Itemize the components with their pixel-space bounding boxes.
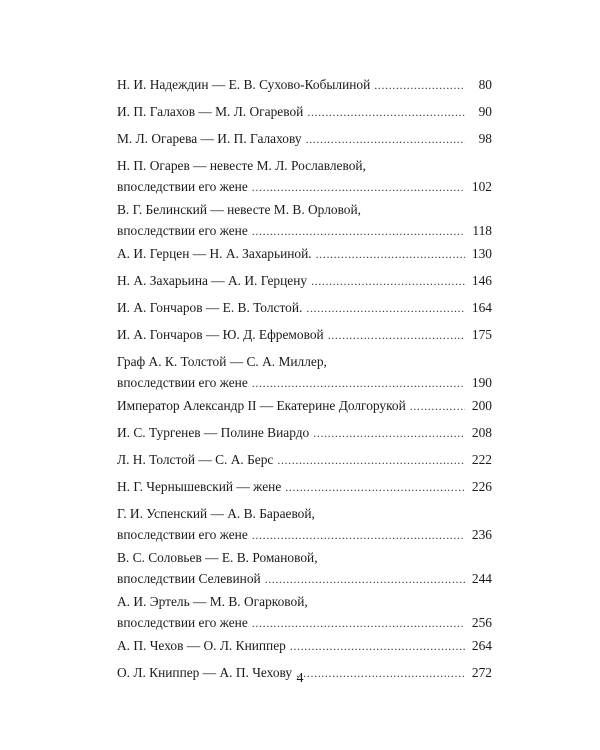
dot-leader	[285, 479, 465, 496]
toc-entry-page: 130	[471, 246, 492, 261]
dot-leader	[252, 375, 465, 392]
toc-entry[interactable]	[117, 424, 492, 446]
toc-entry-continuation: впоследствии его жене	[117, 179, 248, 194]
dot-leader	[328, 327, 465, 344]
toc-entry-page: 175	[471, 327, 492, 342]
toc-entry-title: И. С. Тургенев — Полине Виардо	[117, 425, 310, 440]
toc-entry-page: 146	[471, 273, 492, 288]
toc-entry-title: Н. П. Огарев — невесте М. Л. Рославлевой,	[117, 158, 366, 173]
toc-entry-title: И. А. Гончаров — Ю. Д. Ефремовой	[117, 327, 324, 342]
toc-entry[interactable]	[117, 76, 492, 98]
toc-entry[interactable]	[117, 299, 492, 321]
dot-leader	[374, 77, 465, 94]
dot-leader	[306, 131, 465, 148]
toc-entry[interactable]	[117, 549, 492, 588]
dot-leader	[307, 104, 465, 121]
toc-entry-page: 80	[478, 77, 492, 92]
toc-entry-title: Н. А. Захарьина — А. И. Герцену	[117, 273, 308, 288]
toc-entry-page: 256	[471, 615, 492, 630]
toc-entry-page: 102	[471, 179, 492, 194]
toc-entry-continuation: впоследствии его жене	[117, 375, 248, 390]
toc-entry[interactable]	[117, 201, 492, 240]
toc-entry-continuation: впоследствии его жене	[117, 527, 248, 542]
toc-entry[interactable]	[117, 397, 492, 419]
toc-entry-page: 208	[471, 425, 492, 440]
toc-entry[interactable]	[117, 505, 492, 544]
toc-entry-page: 98	[478, 131, 492, 146]
toc-entry-title: Н. Г. Чернышевский — жене	[117, 479, 282, 494]
toc-entry[interactable]	[117, 451, 492, 473]
toc-entry-continuation: впоследствии его жене	[117, 223, 248, 238]
dot-leader	[306, 300, 465, 317]
toc-entry-title: В. С. Соловьев — Е. В. Романовой,	[117, 550, 318, 565]
page-number: 4	[296, 671, 304, 686]
toc-entry-page: 222	[471, 452, 492, 467]
dot-leader	[252, 223, 465, 240]
dot-leader	[277, 452, 465, 469]
toc-entry-title: А. И. Эртель — М. В. Огарковой,	[117, 594, 308, 609]
toc-entry[interactable]	[117, 157, 492, 196]
toc-entry-title: И. П. Галахов — М. Л. Огаревой	[117, 104, 304, 119]
toc-entry-title: Император Александр II — Екатерине Долгорукой	[117, 398, 406, 413]
toc-entry-title: Г. И. Успенский — А. В. Бараевой,	[117, 506, 315, 521]
toc-entry[interactable]	[117, 478, 492, 500]
toc-entry-page: 90	[478, 104, 492, 119]
toc-entry[interactable]	[117, 245, 492, 267]
toc-entry[interactable]	[117, 637, 492, 659]
toc-entry-title: М. Л. Огарева — И. П. Галахову	[117, 131, 302, 146]
toc-entry-continuation: впоследствии его жене	[117, 615, 248, 630]
toc-entry-page: 272	[471, 665, 492, 680]
table-of-contents	[117, 76, 492, 691]
dot-leader	[252, 615, 465, 632]
toc-entry[interactable]	[117, 103, 492, 125]
dot-leader	[316, 246, 465, 263]
dot-leader	[313, 425, 465, 442]
toc-entry-page: 236	[471, 527, 492, 542]
toc-entry-page: 190	[471, 375, 492, 390]
toc-entry-page: 164	[471, 300, 492, 315]
dot-leader	[410, 398, 465, 415]
toc-entry-continuation: впоследствии Селевиной	[117, 571, 261, 586]
toc-entry[interactable]	[117, 353, 492, 392]
dot-leader	[252, 179, 465, 196]
toc-entry-title: Граф А. К. Толстой — С. А. Миллер,	[117, 354, 327, 369]
toc-entry-title: А. П. Чехов — О. Л. Книппер	[117, 638, 286, 653]
toc-entry-page: 118	[472, 223, 492, 238]
dot-leader	[252, 527, 465, 544]
toc-entry-title: Л. Н. Толстой — С. А. Берс	[117, 452, 274, 467]
toc-entry-title: А. И. Герцен — Н. А. Захарьиной.	[117, 246, 312, 261]
toc-entry-title: И. А. Гончаров — Е. В. Толстой.	[117, 300, 303, 315]
dot-leader	[265, 571, 465, 588]
toc-entry-title: Н. И. Надеждин — Е. В. Сухово-Кобылиной	[117, 77, 371, 92]
toc-entry-title: В. Г. Белинский — невесте М. В. Орловой,	[117, 202, 362, 217]
toc-entry[interactable]	[117, 272, 492, 294]
toc-entry-page: 264	[471, 638, 492, 653]
dot-leader	[311, 273, 465, 290]
toc-entry-page: 244	[471, 571, 492, 586]
toc-entry-page: 200	[471, 398, 492, 413]
toc-entry[interactable]	[117, 326, 492, 348]
toc-entry-title: О. Л. Книппер — А. П. Чехову	[117, 665, 293, 680]
toc-entry-page: 226	[471, 479, 492, 494]
dot-leader	[290, 638, 465, 655]
toc-entry[interactable]	[117, 593, 492, 632]
toc-entry[interactable]	[117, 130, 492, 152]
